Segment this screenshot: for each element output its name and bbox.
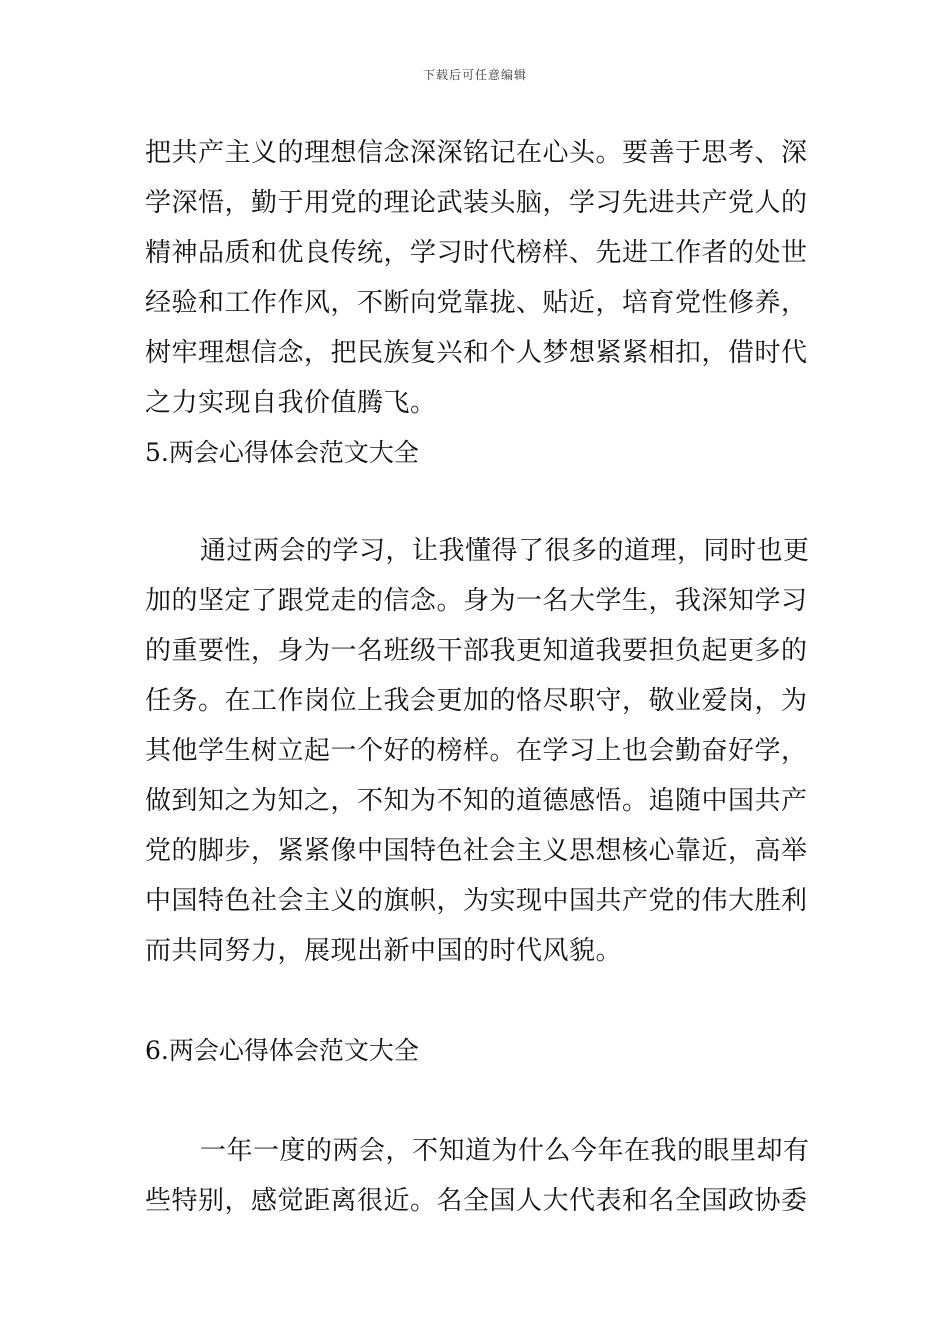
- section-5-paragraph: [145, 526, 810, 976]
- paragraph-1: [145, 128, 810, 428]
- paragraph-line: 做到知之为知之，不知为不知的道德感悟。追随中国共产: [145, 786, 808, 816]
- section-5-heading: 5.两会心得体会范文大全: [145, 438, 419, 467]
- section-6-heading: 6.两会心得体会范文大全: [145, 1036, 419, 1065]
- spacer: [145, 976, 810, 1026]
- header-note: 下载后可任意编辑: [422, 68, 527, 82]
- paragraph-line: 其他学生树立起一个好的榜样。在学习上也会勤奋好学，: [145, 736, 808, 766]
- paragraph-line: 些特别，感觉距离很近。名全国人大代表和名全国政协委: [145, 1186, 808, 1216]
- paragraph-line: 的重要性，身为一名班级干部我更知道我要担负起更多的: [145, 636, 808, 666]
- paragraph-line: 学深悟，勤于用党的理论武装头脑，学习先进共产党人的: [145, 188, 808, 218]
- paragraph-line: 中国特色社会主义的旗帜，为实现中国共产党的伟大胜利: [145, 886, 808, 916]
- paragraph-line: 而共同努力，展现出新中国的时代风貌。: [145, 936, 623, 966]
- spacer: [145, 478, 810, 526]
- paragraph-line: 之力实现自我价值腾飞。: [145, 388, 437, 418]
- document-body: [145, 128, 810, 1226]
- spacer: [145, 1076, 810, 1126]
- paragraph-line: 加的坚定了跟党走的信念。身为一名大学生，我深知学习: [145, 586, 808, 616]
- paragraph-line: 树牢理想信念，把民族复兴和个人梦想紧紧相扣，借时代: [145, 338, 808, 368]
- paragraph-line: 把共产主义的理想信念深深铭记在心头。要善于思考、深: [145, 138, 808, 168]
- paragraph-line: 一年一度的两会，不知道为什么今年在我的眼里却有: [200, 1136, 810, 1166]
- paragraph-line: 精神品质和优良传统，学习时代榜样、先进工作者的处世: [145, 238, 808, 268]
- paragraph-line: 通过两会的学习，让我懂得了很多的道理，同时也更: [200, 536, 810, 566]
- paragraph-line: 经验和工作作风，不断向党靠拢、贴近，培育党性修养，: [145, 288, 808, 318]
- paragraph-line: 任务。在工作岗位上我会更加的恪尽职守，敬业爱岗，为: [145, 686, 808, 716]
- paragraph-line: 党的脚步，紧紧像中国特色社会主义思想核心靠近，高举: [145, 836, 808, 866]
- section-6-paragraph: [145, 1126, 810, 1226]
